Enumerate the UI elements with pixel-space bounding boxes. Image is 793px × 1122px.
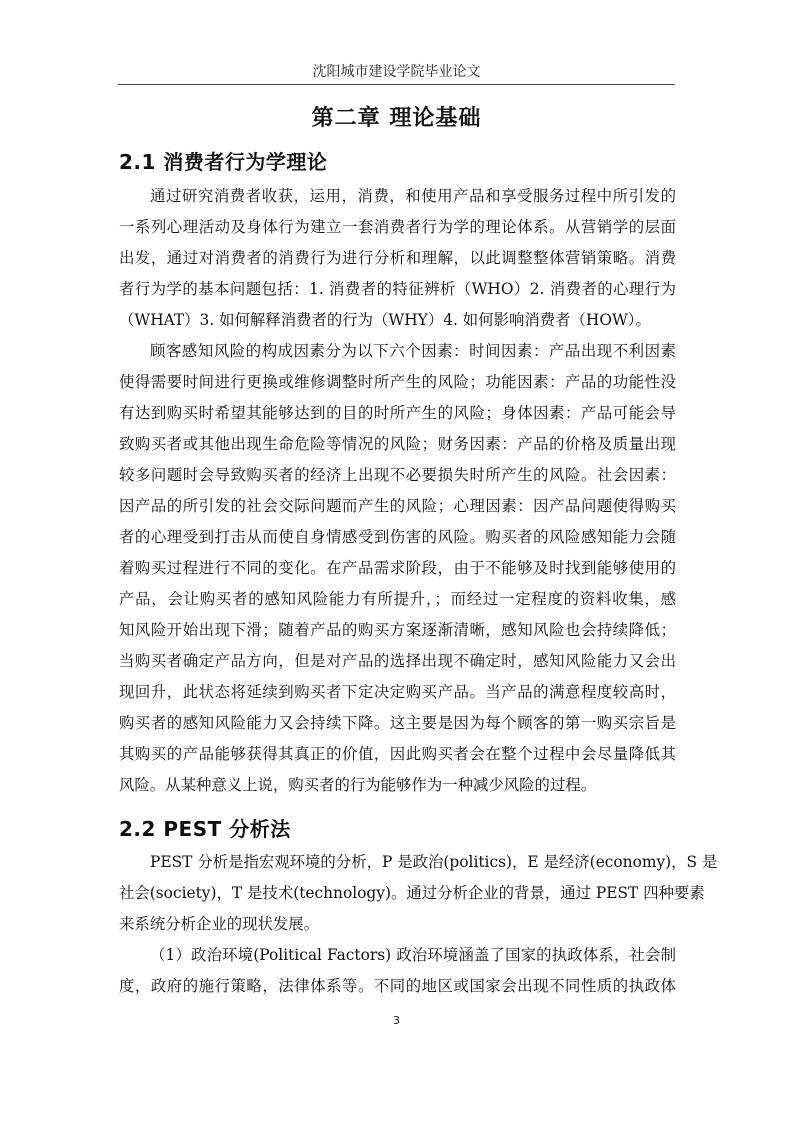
text-line: （1）政治环境(Political Factors) 政治环境涵盖了国家的执政体系，社会制 [150,946,676,964]
text-line: 有达到购买时希望其能够达到的目的时所产生的风险；身体因素：产品可能会导 [119,404,676,422]
section-heading-2-2: 2.2 PEST 分析法 [119,817,291,841]
section-heading-2-1: 2.1 消费者行为学理论 [119,150,328,174]
text-line: 出发，通过对消费者的消费行为进行分析和理解，以此调整整体营销策略。消费 [119,249,676,267]
text-line: 知风险开始出现下滑；随着产品的购买方案逐渐清晰，感知风险也会持续降低； [119,621,676,639]
text-line: 其购买的产品能够获得其真正的价值，因此购买者会在整个过程中会尽量降低其 [119,745,676,763]
text-line: 风险。从某种意义上说，购买者的行为能够作为一种减少风险的过程。 [119,776,597,794]
text-line: 顾客感知风险的构成因素分为以下六个因素：时间因素：产品出现不利因素 [150,342,676,360]
chapter-title: 第二章 理论基础 [311,106,482,131]
running-header-title: 沈阳城市建设学院毕业论文 [312,64,481,80]
text-line: 社会(society)，T 是技术(technology)。通过分析企业的背景，通过 PEST 四种要素 [119,884,705,902]
text-line: 来系统分析企业的现状发展。 [119,915,320,933]
text-line: 一系列心理活动及身体行为建立一套消费者行为学的理论体系。从营销学的层面 [119,218,676,236]
text-line: 因产品的所引发的社会交际问题而产生的风险；心理因素：因产品问题使得购买 [119,497,676,515]
text-line: 现回升，此状态将延续到购买者下定决定购买产品。当产品的满意程度较高时， [119,683,676,701]
text-line: 度，政府的施行策略，法律体系等。不同的地区或国家会出现不同性质的执政体 [119,977,676,995]
text-line: （WHAT）3. 如何解释消费者的行为（WHY）4. 如何影响消费者（HOW）。 [119,311,651,329]
text-line: 着购买过程进行不同的变化。在产品需求阶段，由于不能够及时找到能够使用的 [119,559,676,577]
text-line: 使得需要时间进行更换或维修调整时所产生的风险；功能因素：产品的功能性没 [119,373,676,391]
text-line: PEST 分析是指宏观环境的分析，P 是政治(politics)，E 是经济(economy)，S 是 [150,853,718,871]
text-line: 者行为学的基本问题包括：1. 消费者的特征辨析（WHO）2. 消费者的心理行为 [119,280,676,298]
text-line: 购买者的感知风险能力又会持续下降。这主要是因为每个顾客的第一购买宗旨是 [119,714,676,732]
header-divider [118,84,675,85]
text-line: 较多问题时会导致购买者的经济上出现不必要损失时所产生的风险。社会因素： [119,466,676,484]
text-line: 致购买者或其他出现生命危险等情况的风险；财务因素：产品的价格及质量出现 [119,435,676,453]
page-number: 3 [393,1014,400,1027]
text-line: 者的心理受到打击从而使自身情感受到伤害的风险。购买者的风险感知能力会随 [119,528,676,546]
text-line: 产品，会让购买者的感知风险能力有所提升，；而经过一定程度的资料收集，感 [119,590,676,608]
text-line: 通过研究消费者收获，运用，消费，和使用产品和享受服务过程中所引发的 [150,187,676,205]
text-line: 当购买者确定产品方向，但是对产品的选择出现不确定时，感知风险能力又会出 [119,652,676,670]
